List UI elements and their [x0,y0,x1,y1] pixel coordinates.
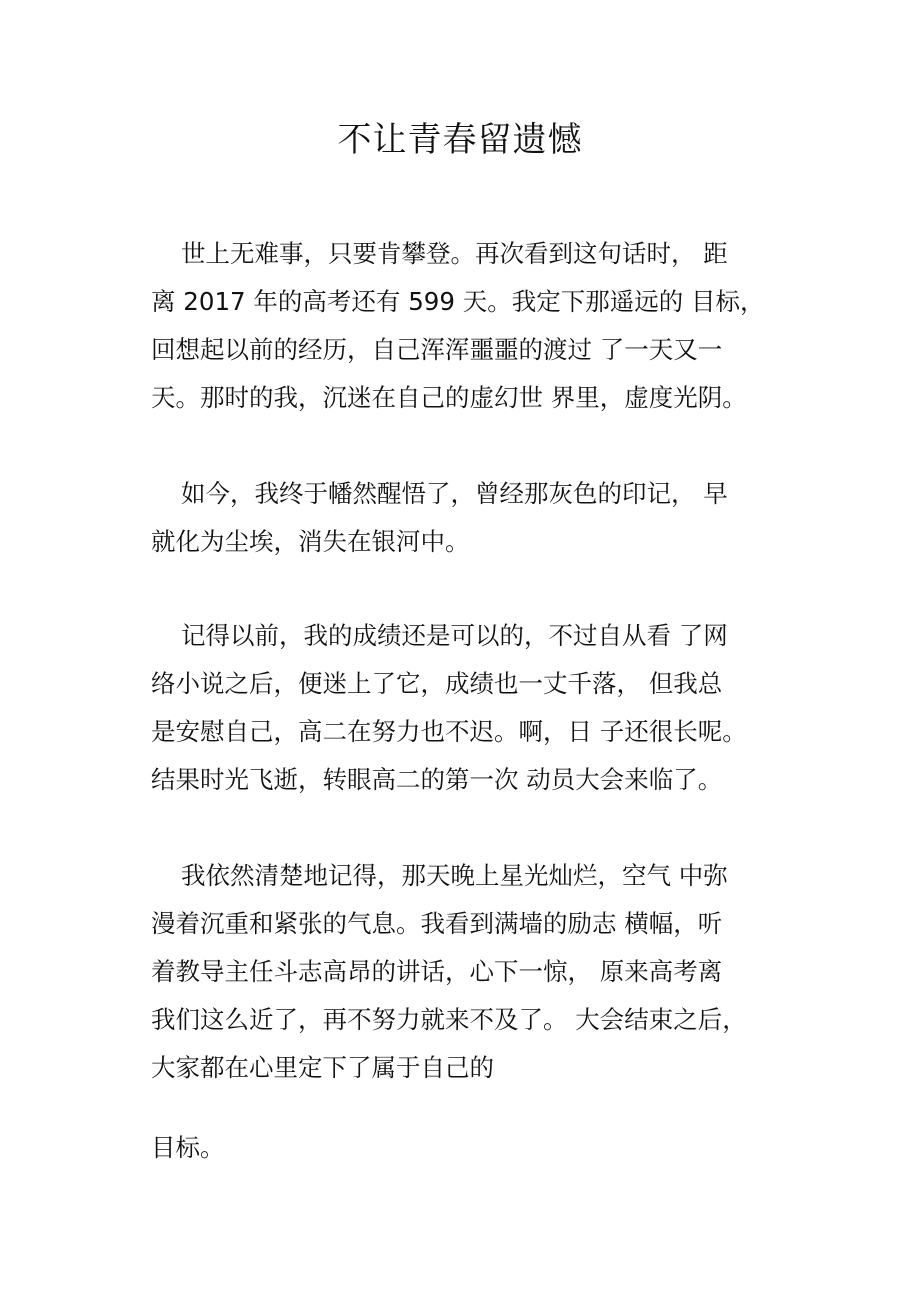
paragraph-line: 目标。 [151,1133,225,1162]
document-title: 不让青春留遗憾 [337,120,583,160]
paragraph-line: 离 2017 年的高考还有 599 天。我定下那遥远的 目标， [151,287,765,316]
paragraph-3 [151,612,751,804]
paragraph-line: 是安慰自己，高二在努力也不迟。啊，日 子还很长呢。 [151,717,747,746]
paragraph-line: 我们这么近了，再不努力就来不及了。 大会结束之后， [151,1005,747,1034]
paragraph-line: 漫着沉重和紧张的气息。我看到满墙的励志 横幅，听 [151,909,723,938]
paragraph-5 [151,1124,751,1172]
paragraph-line: 就化为尘埃，消失在银河中。 [151,527,470,556]
paragraph-line: 记得以前，我的成绩还是可以的，不过自从看 了网 [181,621,728,650]
paragraph-line: 世上无难事，只要肯攀登。再次看到这句话时， 距 [181,239,728,268]
paragraph-line: 络小说之后，便迷上了它，成绩也一丈千落， 但我总 [151,669,723,698]
paragraph-line: 大家都在心里定下了属于自己的 [151,1053,494,1082]
paragraph-line: 如今，我终于幡然醒悟了，曾经那灰色的印记， 早 [181,479,728,508]
paragraph-line: 结果时光飞逝，转眼高二的第一次 动员大会来临了。 [151,765,723,794]
paragraph-line: 天。那时的我，沉迷在自己的虚幻世 界里，虚度光阴。 [151,383,747,412]
paragraph-line: 着教导主任斗志高昂的讲话，心下一惊， 原来高考离 [151,957,723,986]
paragraph-2 [151,470,751,566]
paragraph-line: 回想起以前的经历，自己浑浑噩噩的渡过 了一天又一 [151,335,723,364]
paragraph-line: 我依然清楚地记得，那天晚上星光灿烂，空气 中弥 [181,861,728,890]
paragraph-1 [151,230,765,422]
paragraph-4 [151,852,751,1092]
